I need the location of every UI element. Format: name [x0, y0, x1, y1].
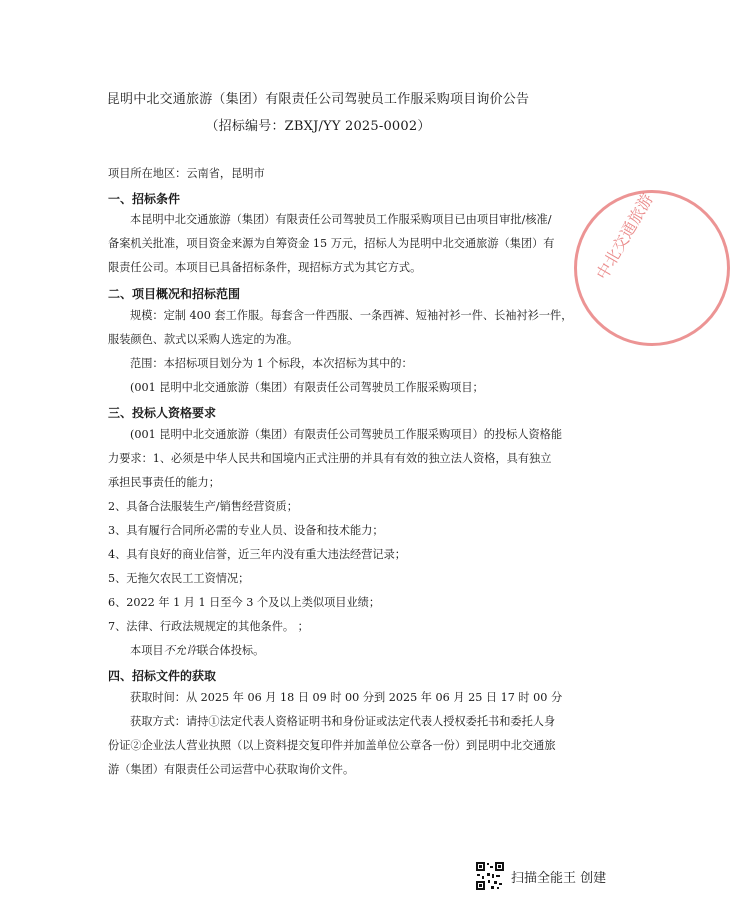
section4-line: 获取方式：请持①法定代表人资格证明书和身份证或法定代表人授权委托书和委托人身: [130, 715, 556, 728]
bid-number: （招标编号：ZBXJ/YY 2025-0002）: [205, 119, 431, 134]
qr-code-icon: [475, 861, 505, 891]
section2-line: 规模：定制 400 套工作服。每套含一件西服、一条西裤、短袖衬衫一件、长袖衬衫一件，: [130, 309, 573, 322]
section-heading-3: 三、投标人资格要求: [108, 406, 217, 420]
section1-line: 限责任公司。本项目已具备招标条件，现招标方式为其它方式。: [108, 261, 422, 274]
project-location: 项目所在地区：云南省，昆明市: [108, 167, 265, 180]
section4-line: 份证②企业法人营业执照（以上资料提交复印件并加盖单位公章各一份）到昆明中北交通旅: [108, 739, 556, 752]
section3-line: 5、无拖欠农民工工资情况；: [108, 572, 250, 585]
consortium-prefix: 本项目: [130, 644, 164, 657]
consortium-suffix: 联合体投标。: [197, 644, 265, 657]
section4-line: 获取时间：从 2025 年 06 月 18 日 09 时 00 分到 2025 年 06 月 25 日 17 时 00 分: [130, 691, 563, 704]
document-title: 昆明中北交通旅游（集团）有限责任公司驾驶员工作服采购项目询价公告: [106, 92, 530, 107]
section-heading-4: 四、招标文件的获取: [108, 669, 217, 683]
section3-line: 力要求：1、必须是中华人民共和国境内正式注册的并具有有效的独立法人资格，具有独立: [108, 452, 552, 465]
section-heading-2: 二、项目概况和招标范围: [108, 287, 241, 301]
section2-line: 范围：本招标项目划分为 1 个标段，本次招标为其中的：: [130, 357, 413, 370]
scanner-app-label: 扫描全能王 创建: [511, 870, 607, 886]
section-heading-1: 一、招标条件: [108, 192, 181, 206]
section2-line: 服装颜色、款式以采购人选定的为准。: [108, 333, 299, 346]
consortium-italic: 不允许: [163, 644, 198, 657]
scanner-watermark: [475, 860, 606, 892]
seal-graphic: [577, 190, 727, 343]
section3-line: 7、法律、行政法规规定的其他条件。 ；: [108, 620, 309, 633]
section3-line: 6、2022 年 1 月 1 日至今 3 个及以上类似项目业绩；: [108, 596, 381, 609]
svg-text:中北交通旅游: 中北交通旅游: [592, 190, 657, 283]
section3-line: 承担民事责任的能力；: [108, 476, 220, 489]
section3-line: 4、具有良好的商业信誉，近三年内没有重大违法经营记录；: [108, 548, 406, 561]
consortium-line: [130, 644, 264, 658]
section4-line: 游（集团）有限责任公司运营中心获取询价文件。: [108, 763, 355, 776]
company-seal-stamp: [574, 190, 730, 346]
section3-line: 2、具备合法服装生产/销售经营资质；: [108, 500, 298, 513]
section1-line: 本昆明中北交通旅游（集团）有限责任公司驾驶员工作服采购项目已由项目审批/核准/: [130, 213, 552, 226]
section1-line: 备案机关批准，项目资金来源为自筹资金 15 万元，招标人为昆明中北交通旅游（集团）有: [108, 237, 555, 250]
section3-line: (001 昆明中北交通旅游（集团）有限责任公司驾驶员工作服采购项目）的投标人资格能: [130, 428, 563, 441]
section2-line: (001 昆明中北交通旅游（集团）有限责任公司驾驶员工作服采购项目；: [130, 381, 484, 394]
section3-line: 3、具有履行合同所必需的专业人员、设备和技术能力；: [108, 524, 384, 537]
